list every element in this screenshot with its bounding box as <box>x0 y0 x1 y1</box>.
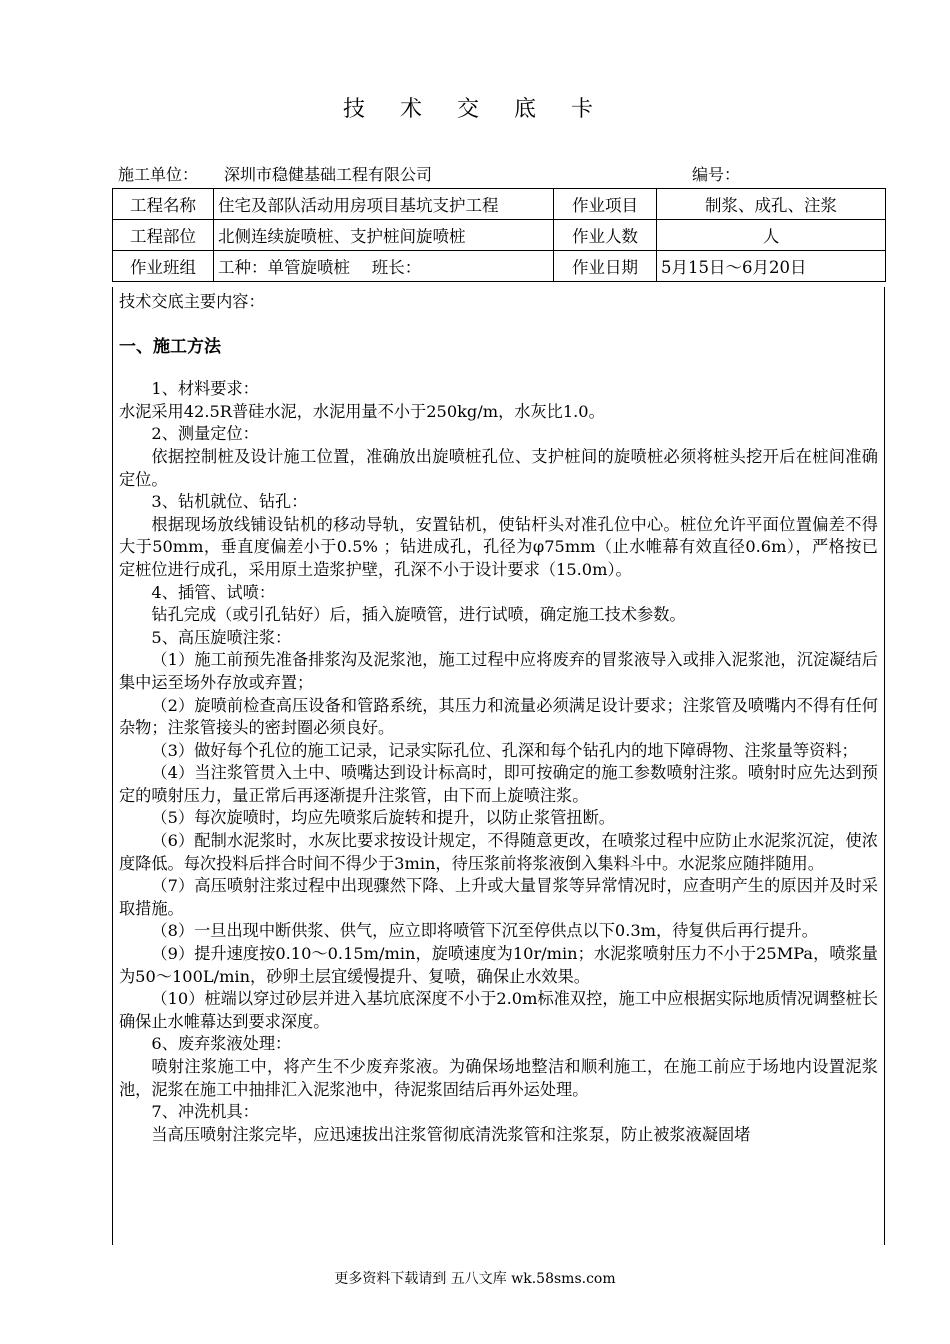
footer-text: 更多资料下载请到 五八文库 wk.58sms.com <box>334 1271 616 1287</box>
work-team-value: 工种：单管旋喷桩 班长： <box>214 251 554 282</box>
paragraph: 3、钻机就位、钻孔： <box>151 492 308 512</box>
project-name-value: 住宅及部队活动用房项目基坑支护工程 <box>214 189 554 220</box>
construction-unit <box>118 162 432 185</box>
paragraph: （6）配制水泥浆时，水灰比要求按设计规定，不得随意更改，在喷浆过程中应防止水泥浆沉淀，使浓度降低。每次投料后拌合时间不得少于3min，待压浆前将浆液倒入集料斗中。水泥浆应随拌随用。 <box>119 831 878 873</box>
table-row <box>113 251 886 282</box>
paragraph: （4）当注浆管贯入土中、喷嘴达到设计标高时，即可按确定的施工参数喷射注浆。喷射时应先达到预定的喷射压力，量正常后再逐渐提升注浆管，由下而上旋喷注浆。 <box>119 763 878 805</box>
paragraph: （5）每次旋喷时，均应先喷浆后旋转和提升，以防止浆管扭断。 <box>151 808 615 828</box>
paragraph: （8）一旦出现中断供浆、供气，应立即将喷管下沉至停供点以下0.3m，待复供后再行提升。 <box>151 921 818 941</box>
content-body <box>113 287 884 1146</box>
work-item-label: 作业项目 <box>554 189 657 220</box>
content-box <box>112 287 885 1245</box>
info-table <box>112 188 886 282</box>
paragraph: 6、废弃浆液处理： <box>151 1034 292 1054</box>
paragraph: 当高压喷射注浆完毕，应迅速拔出注浆管彻底清洗浆管和注浆泵，防止被浆液凝固堵 <box>151 1124 751 1144</box>
work-date-label: 作业日期 <box>554 251 657 282</box>
paragraph: 水泥采用42.5R普硅水泥，水泥用量不小于250kg/m，水灰比1.0。 <box>119 401 605 421</box>
paragraph: 2、测量定位： <box>151 424 259 444</box>
paragraph: 钻孔完成（或引孔钻好）后，插入旋喷管，进行试喷，确定施工技术参数。 <box>151 605 686 625</box>
work-item-value: 制浆、成孔、注浆 <box>657 189 886 220</box>
table-row <box>113 189 886 220</box>
paragraph: 7、冲洗机具： <box>151 1102 259 1122</box>
paragraph: （7）高压喷射注浆过程中出现骤然下降、上升或大量冒浆等异常情况时，应查明产生的原因并及时采取措施。 <box>119 876 878 918</box>
section-heading: 一、施工方法 <box>119 336 221 357</box>
paragraph: （3）做好每个孔位的施工记录，记录实际孔位、孔深和每个钻孔内的地下障碍物、注浆量等资料； <box>151 740 858 760</box>
work-team-label: 作业班组 <box>113 251 214 282</box>
paragraph: 根据现场放线铺设钻机的移动导轨，安置钻机，使钻杆头对准孔位中心。桩位允许平面位置偏差不得大于50mm，垂直度偏差小于0.5% ；钻进成孔，孔径为φ75mm（止水帷幕有效直径0.6m），严格按已定桩位进行成孔，采用原土造浆护壁，孔深不小于设计要求（15.0m）。 <box>119 514 878 579</box>
paragraph: （10）桩端以穿过砂层并进入基坑底深度不小于2.0m标准双控，施工中应根据实际地质情况调整桩长确保止水帷幕达到要求深度。 <box>119 989 878 1031</box>
unit-label: 施工单位： <box>118 165 199 184</box>
unit-value: 深圳市稳健基础工程有限公司 <box>224 165 433 184</box>
project-part-label: 工程部位 <box>113 220 214 251</box>
paragraph: 4、插管、试喷： <box>151 582 276 602</box>
paragraph: 1、材料要求： <box>151 379 259 399</box>
paragraph-list <box>119 378 878 1146</box>
project-part-value: 北侧连续旋喷桩、支护桩间旋喷桩 <box>214 220 554 251</box>
paragraph: 依据控制桩及设计施工位置，准确放出旋喷桩孔位、支护桩间的旋喷桩必须将桩头挖开后在桩间准确定位。 <box>119 446 878 489</box>
paragraph: （9）提升速度按0.10～0.15m/min，旋喷速度为10r/min；水泥浆喷射压力不小于25MPa，喷浆量为50～100L/min，砂卵土层宜缓慢提升、复喷，确保止水效果。 <box>119 944 878 986</box>
worker-count-value: 人 <box>657 220 886 251</box>
table-row <box>113 220 886 251</box>
project-name-label: 工程名称 <box>113 189 214 220</box>
paragraph: 5、高压旋喷注浆： <box>151 627 292 647</box>
intro-text: 技术交底主要内容： <box>119 292 265 311</box>
worker-count-label: 作业人数 <box>554 220 657 251</box>
number-label: 编号： <box>692 165 741 184</box>
paragraph: （1）施工前预先准备排浆沟及泥浆池，施工过程中应将废弃的冒浆液导入或排入泥浆池，沉淀凝结后集中运至场外存放或弃置； <box>119 650 878 692</box>
document-title: 技 术 交 底 卡 <box>343 97 607 122</box>
work-date-value: 5月15日～6月20日 <box>657 251 886 282</box>
paragraph: （2）旋喷前检查高压设备和管路系统，其压力和流量必须满足设计要求；注浆管及喷嘴内不得有任何杂物；注浆管接头的密封圈必须良好。 <box>119 695 878 738</box>
paragraph: 喷射注浆施工中，将产生不少废弃浆液。为确保场地整洁和顺利施工，在施工前应于场地内设置泥浆池，泥浆在施工中抽排汇入泥浆池中，待泥浆固结后再外运处理。 <box>119 1057 878 1099</box>
